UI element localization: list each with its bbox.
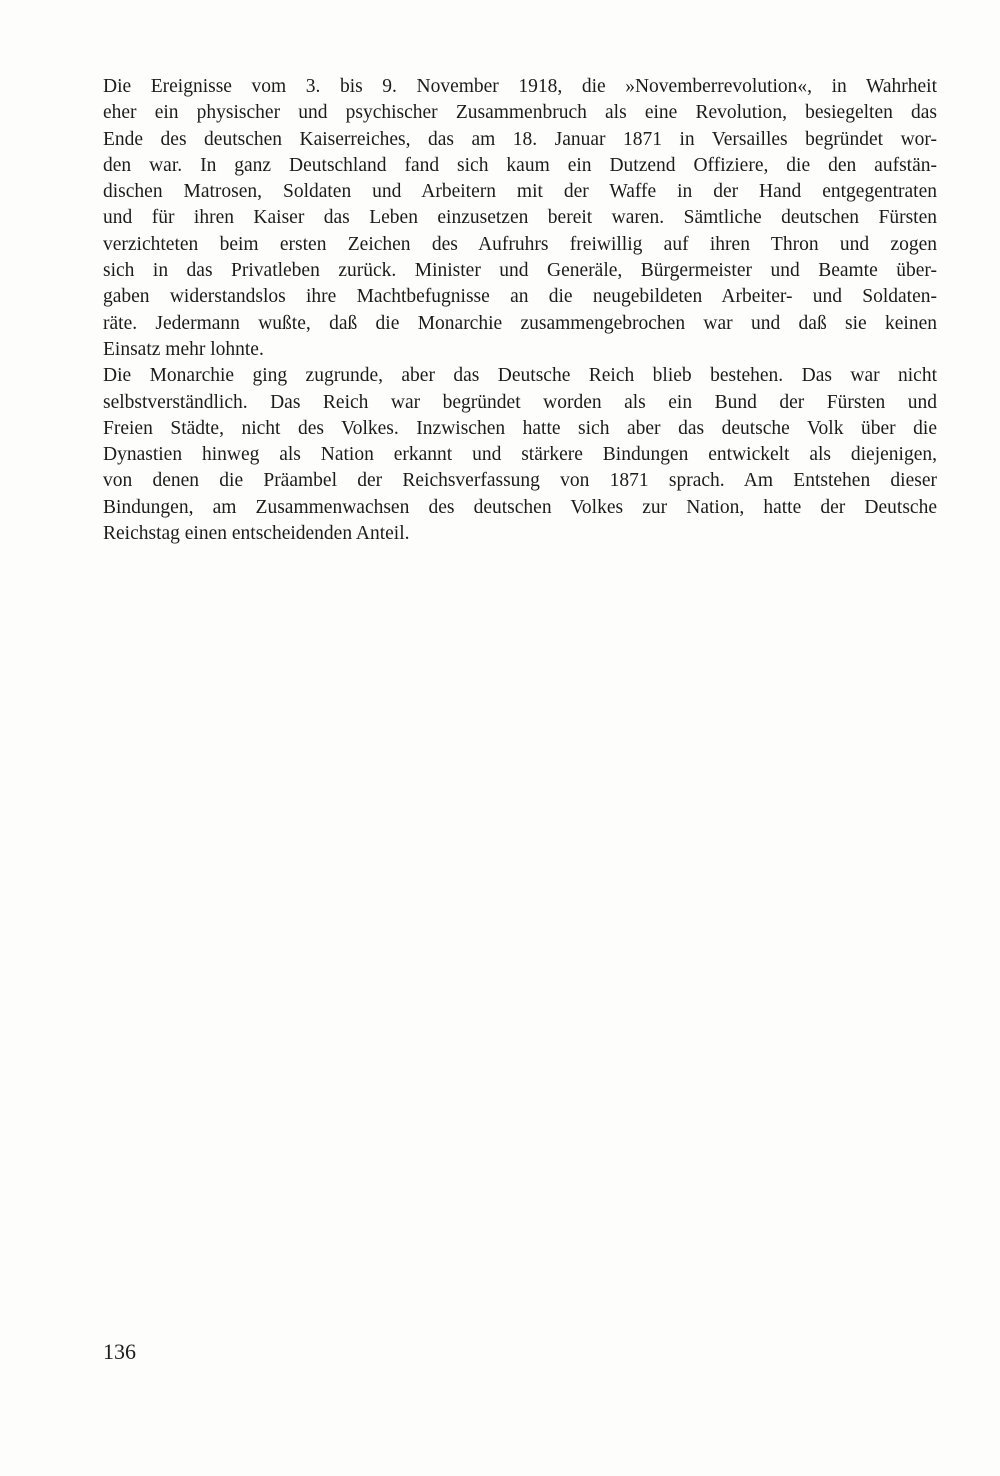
text-line: den war. In ganz Deutschland fand sich kaum ein Dutzend Offiziere, die den aufstän-: [103, 154, 937, 176]
text-line: Freien Städte, nicht des Volkes. Inzwischen hatte sich aber das deutsche Volk über die: [103, 417, 937, 439]
text-line: sich in das Privatleben zurück. Minister und Generäle, Bürgermeister und Beamte über-: [103, 260, 937, 282]
text-line: Bindungen, am Zusammenwachsen des deutschen Volkes zur Nation, hatte der Deutsche: [103, 496, 937, 518]
text-line: Die Monarchie ging zugrunde, aber das Deutsche Reich blieb bestehen. Das war nicht: [103, 365, 937, 387]
text-line: Dynastien hinweg als Nation erkannt und stärkere Bindungen entwickelt als diejenigen,: [103, 444, 937, 466]
text-line: Ende des deutschen Kaiserreiches, das am 18. Januar 1871 in Versailles begründet wor-: [103, 128, 937, 150]
text-line: Reichstag einen entscheidenden Anteil.: [103, 523, 410, 545]
body-text: [103, 74, 937, 547]
text-line: Die Ereignisse vom 3. bis 9. November 1918, die »Novemberrevolution«, in Wahrheit: [103, 76, 937, 97]
text-line: und für ihren Kaiser das Leben einzusetzen bereit waren. Sämtliche deutschen Fürsten: [103, 207, 937, 229]
text-line: räte. Jedermann wußte, daß die Monarchie zusammengebrochen war und daß sie keinen: [103, 312, 937, 334]
text-line: gaben widerstandslos ihre Machtbefugnisse an die neugebildeten Arbeiter- und Soldaten-: [103, 286, 937, 308]
text-line: selbstverständlich. Das Reich war begründet worden als ein Bund der Fürsten und: [103, 391, 937, 413]
paragraph-2: [103, 363, 937, 547]
page-number: 136: [103, 1339, 136, 1364]
text-line: von denen die Präambel der Reichsverfassung von 1871 sprach. Am Entstehen dieser: [103, 470, 937, 492]
text-line: Einsatz mehr lohnte.: [103, 338, 264, 360]
paragraph-1: [103, 74, 937, 363]
text-line: eher ein physischer und psychischer Zusammenbruch als eine Revolution, besiegelten das: [103, 102, 937, 124]
text-line: verzichteten beim ersten Zeichen des Aufruhrs freiwillig auf ihren Thron und zogen: [103, 233, 937, 255]
text-line: dischen Matrosen, Soldaten und Arbeitern mit der Waffe in der Hand entgegentraten: [103, 181, 937, 203]
